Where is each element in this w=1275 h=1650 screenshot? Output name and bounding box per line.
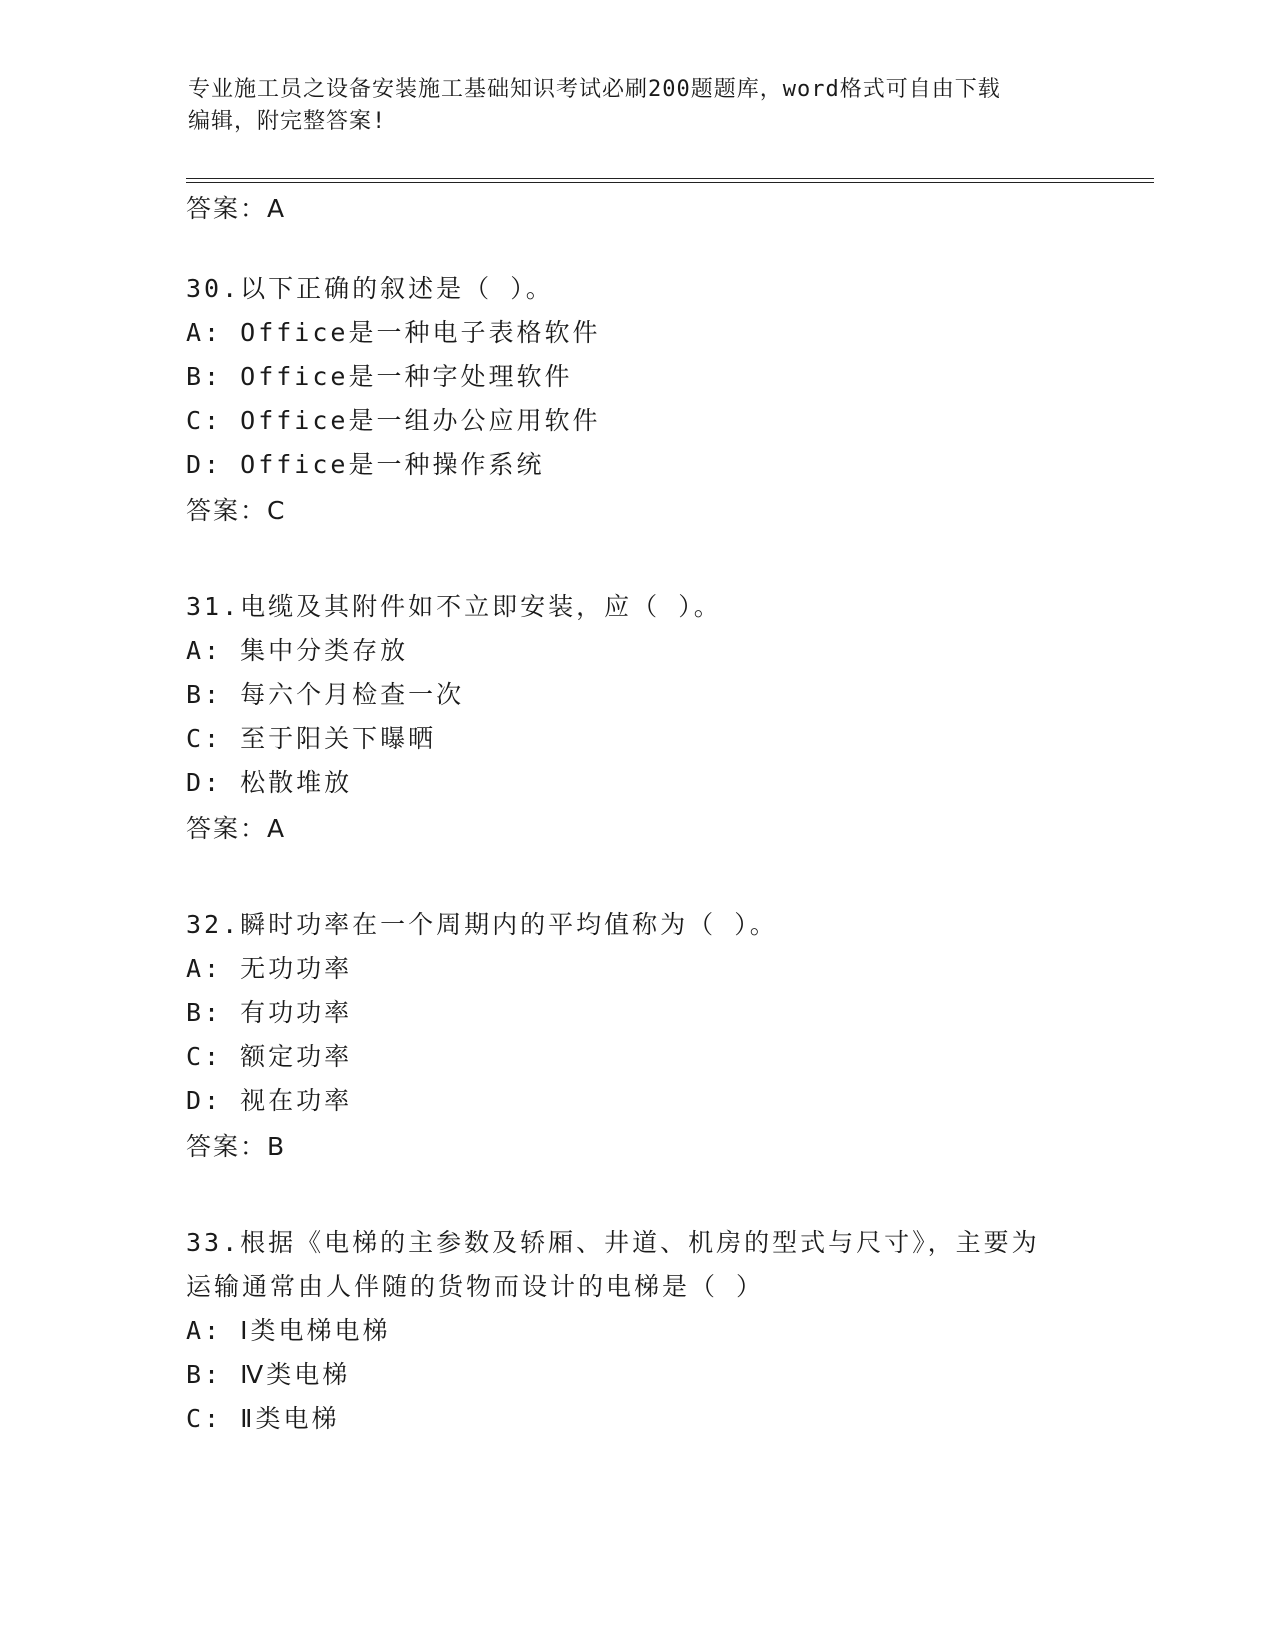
answer-32: 答案：B — [186, 1132, 287, 1161]
header-line-1: 专业施工员之设备安装施工基础知识考试必刷200题题库，word格式可自由下载 — [188, 77, 1001, 102]
document-header — [188, 74, 1088, 138]
question-31-option-d: D: 松散堆放 — [186, 768, 353, 797]
answer-31: 答案：A — [186, 814, 287, 843]
question-33-stem-line-2: 运输通常由人伴随的货物而设计的电梯是（ ） — [186, 1272, 765, 1301]
question-33-option-a: A: Ⅰ类电梯电梯 — [186, 1316, 391, 1345]
header-divider — [186, 178, 1154, 183]
question-30-stem: 30.以下正确的叙述是（ ）。 — [186, 274, 554, 303]
question-31-option-b: B: 每六个月检查一次 — [186, 680, 465, 709]
answer-29: 答案：A — [186, 194, 287, 223]
question-30-option-d: D: Office是一种操作系统 — [186, 450, 545, 479]
question-30-option-b: B: Office是一种字处理软件 — [186, 362, 573, 391]
question-33-option-b: B: Ⅳ类电梯 — [186, 1360, 351, 1389]
question-31-option-c: C: 至于阳关下曝晒 — [186, 724, 437, 753]
header-line-2: 编辑，附完整答案! — [188, 109, 387, 134]
question-30-option-c: C: Office是一组办公应用软件 — [186, 406, 601, 435]
question-32-stem: 32.瞬时功率在一个周期内的平均值称为（ ）。 — [186, 910, 778, 939]
answer-30: 答案：C — [186, 496, 287, 525]
question-30-option-a: A: Office是一种电子表格软件 — [186, 318, 601, 347]
question-32-option-a: A: 无功功率 — [186, 954, 353, 983]
question-32-option-c: C: 额定功率 — [186, 1042, 353, 1071]
question-31-stem: 31.电缆及其附件如不立即安装，应（ ）。 — [186, 592, 722, 621]
question-31-option-a: A: 集中分类存放 — [186, 636, 409, 665]
question-33-option-c: C: Ⅱ类电梯 — [186, 1404, 340, 1433]
question-32-option-d: D: 视在功率 — [186, 1086, 353, 1115]
question-32-option-b: B: 有功功率 — [186, 998, 353, 1027]
question-33-stem-line-1: 33.根据《电梯的主参数及轿厢、井道、机房的型式与尺寸》，主要为 — [186, 1228, 1040, 1257]
